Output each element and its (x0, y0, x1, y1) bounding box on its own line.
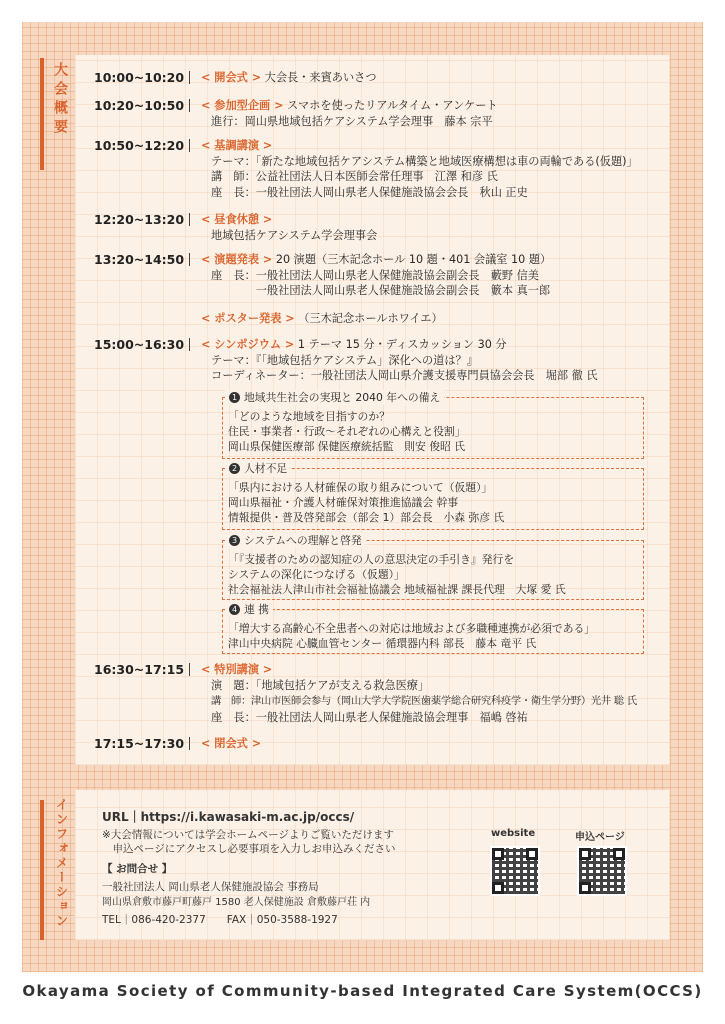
schedule-time: 16:30~17:15 (94, 662, 185, 677)
symposium-topic-box (222, 391, 644, 459)
schedule-text: （三木記念ホールホワイエ） (298, 312, 443, 325)
topic-line: システムの深化につなげる（仮題）」 (228, 568, 405, 581)
schedule-line: テーマ：『「地域包括ケアシステム」深化への道は？』 (211, 353, 478, 367)
symposium-topic-box (222, 534, 644, 600)
schedule-tag: < ポスター発表 > (201, 312, 295, 325)
schedule-tag: < シンポジウム > (201, 338, 295, 351)
qr-application-code[interactable] (577, 846, 627, 896)
info-note: 申込ページにアクセスし必要事項を入力しお申込みください (102, 843, 396, 855)
schedule-tag: < 特別講演 > (201, 663, 273, 676)
overview-bar (40, 58, 44, 170)
overview-section-title: 大会概要 (52, 62, 68, 138)
symposium-topic-box (222, 603, 644, 654)
schedule-time: 15:00~16:30 (94, 337, 185, 352)
topic-line: 岡山県保健医療部 保健医療統括監 則安 俊昭 氏 (228, 440, 466, 453)
topic-title: 連 携 (244, 603, 270, 616)
schedule-line: テーマ：「新たな地域包括ケアシステム構築と地域医療構想は車の両輪である(仮題)」 (211, 154, 638, 168)
qr-website-code[interactable] (490, 846, 540, 896)
schedule-time: 10:00~10:20 (94, 70, 185, 85)
schedule-line: 座 長：一般社団法人岡山県老人保健施設協会副会長 藪野 信美 (211, 268, 539, 282)
schedule-text: 20 演題（三木記念ホール 10 題・401 会議室 10 題） (275, 253, 552, 266)
topic-number: 1 (229, 392, 240, 403)
schedule-time: 13:20~14:50 (94, 252, 185, 267)
schedule-time: 10:50~12:20 (94, 138, 185, 153)
qr-website-label: website (491, 828, 536, 839)
schedule-line: 一般社団法人岡山県老人保健施設協会副会長 籔本 真一郎 (211, 284, 551, 297)
contact-org: 一般社団法人 岡山県老人保健施設協会 事務局 (102, 881, 319, 893)
schedule-line: 講 師：津山市医師会参与（岡山大学大学院医歯薬学総合研究科疫学・衛生学分野）光井 聡 氏 (211, 695, 637, 707)
schedule-line: 地域包括ケアシステム学会理事会 (211, 228, 378, 242)
schedule-line: 演 題：「地域包括ケアが支える救急医療」 (211, 678, 430, 692)
schedule-time: 12:20~13:20 (94, 212, 185, 227)
topic-number: 3 (229, 535, 240, 546)
topic-line: 住民・事業者・行政～それぞれの心構えと役割」 (228, 425, 466, 438)
topic-line: 「県内における人材確保の取り組みについて（仮題）」 (228, 481, 493, 494)
schedule-tag: < 参加型企画 > (201, 99, 284, 112)
schedule-tag: < 閉会式 > (201, 737, 262, 750)
schedule-tag: < 基調講演 > (201, 139, 273, 152)
schedule-line: 進行：岡山県地域包括ケアシステム学会理事 藤本 宗平 (211, 114, 493, 128)
topic-title: システムへの理解と啓発 (244, 534, 362, 547)
schedule-time: 10:20~10:50 (94, 98, 185, 113)
info-note: ※大会情報については学会ホームページよりご覧いただけます (102, 829, 394, 841)
topic-line: 社会福祉法人津山市社会福祉協議会 地域福祉課 課長代理 大塚 愛 氏 (228, 583, 566, 596)
info-bar (40, 800, 44, 940)
topic-line: 情報提供・普及啓発部会（部会 1）部会長 小森 弥彦 氏 (228, 511, 505, 524)
website-url[interactable]: URL｜https://i.kawasaki-m.ac.jp/occs/ (102, 810, 355, 824)
schedule-time: 17:15~17:30 (94, 736, 185, 751)
info-section-title: インフォメーション (54, 798, 69, 929)
schedule-tag: < 演題発表 > (201, 253, 273, 266)
schedule-line: 講 師：公益社団法人日本医師会常任理事 江澤 和彦 氏 (211, 170, 498, 183)
topic-title: 地域共生社会の実現と 2040 年への備え (244, 391, 441, 404)
footer-society-name: Okayama Society of Community-based Integrated Care System(OCCS) (22, 982, 703, 1000)
contact-tel-fax: TEL｜086-420-2377 FAX｜050-3588-1927 (102, 914, 338, 926)
schedule-tag: < 昼食休憩 > (201, 213, 273, 226)
contact-heading: 【 お問合せ 】 (102, 863, 173, 875)
contact-address: 岡山県倉敷市藤戸町藤戸 1580 老人保健施設 倉敷藤戸荘 内 (102, 897, 371, 908)
qr-application-label: 申込ページ (575, 832, 625, 843)
topic-line: 「『支援者のための認知症の人の意思決定の手引き』発行を (228, 553, 515, 566)
schedule-line: 座 長：一般社団法人岡山県老人保健施設協会会長 秋山 正史 (211, 185, 528, 199)
schedule-text: 1 テーマ 15 分・ディスカッション 30 分 (297, 338, 507, 351)
topic-title: 人材不足 (244, 462, 288, 475)
topic-number: 2 (229, 463, 240, 474)
schedule-line: コーディネーター：一般社団法人岡山県介護支援専門員協会会長 堀部 徹 氏 (211, 369, 598, 382)
symposium-topic-box (222, 462, 644, 530)
schedule-text: 大会長・来賓あいさつ (264, 71, 377, 84)
schedule-tag: < 開会式 > (201, 71, 262, 84)
schedule-text: スマホを使ったリアルタイム・アンケート (287, 99, 498, 112)
topic-number: 4 (229, 604, 240, 615)
topic-line: 岡山県福祉・介護人材確保対策推進協議会 幹事 (228, 496, 459, 509)
topic-line: 津山中央病院 心臓血管センター 循環器内科 部長 藤本 竜平 氏 (228, 637, 537, 650)
topic-line: 「どのような地域を目指すのか？ (228, 410, 390, 423)
schedule-line: 座 長：一般社団法人岡山県老人保健施設協会理事 福嶋 啓祐 (211, 710, 528, 724)
topic-line: 「増大する高齢心不全患者への対応は地域および多職種連携が必須である」 (228, 622, 596, 635)
